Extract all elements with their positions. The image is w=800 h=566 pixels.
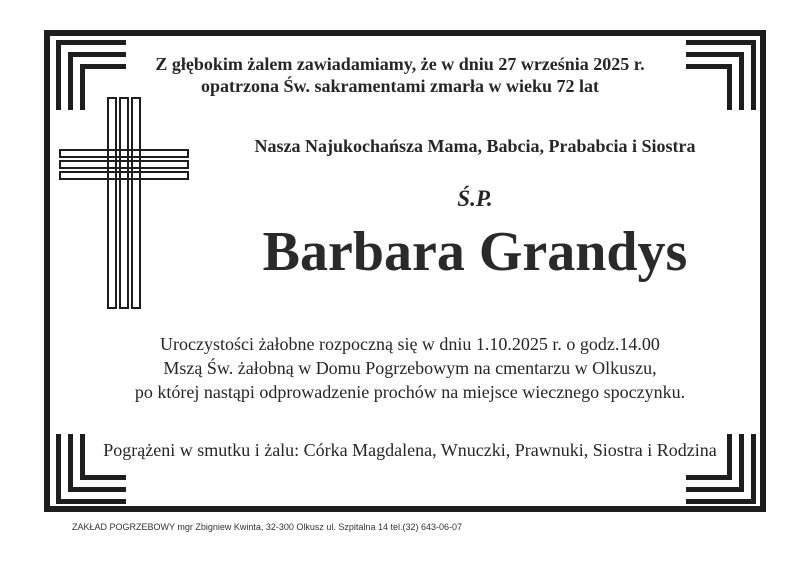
funeral-line-3: po której nastąpi odprowadzenie prochów na miejsce wiecznego spoczynku.	[134, 382, 686, 402]
funeral-home-footer: ZAKŁAD POGRZEBOWY mgr Zbigniew Kwinta, 32-300 Olkusz ul. Szpitalna 14 tel.(32) 643-06-07	[72, 522, 463, 532]
announcement-line-2: opatrzona Św. sakramentami zmarła w wieku 72 lat	[201, 76, 599, 96]
mourners-line: Pogrążeni w smutku i żalu: Córka Magdalena, Wnuczki, Prawnuki, Siostra i Rodzina	[103, 440, 717, 460]
relation-intro: Nasza Najukochańsza Mama, Babcia, Prababcia i Siostra	[254, 136, 696, 156]
funeral-line-1: Uroczystości żałobne rozpoczną się w dniu 1.10.2025 r. o godz.14.00	[160, 334, 660, 354]
latin-cross-icon	[58, 96, 190, 310]
announcement-line-1: Z głębokim żalem zawiadamiamy, że w dniu 27 września 2025 r.	[155, 54, 645, 74]
deceased-name: Barbara Grandys	[262, 221, 688, 283]
funeral-line-2: Mszą Św. żałobną w Domu Pogrzebowym na cmentarzu w Olkuszu,	[163, 358, 657, 378]
corner-ornament-icon	[686, 40, 756, 110]
name-prefix: Ś.P.	[457, 186, 493, 211]
